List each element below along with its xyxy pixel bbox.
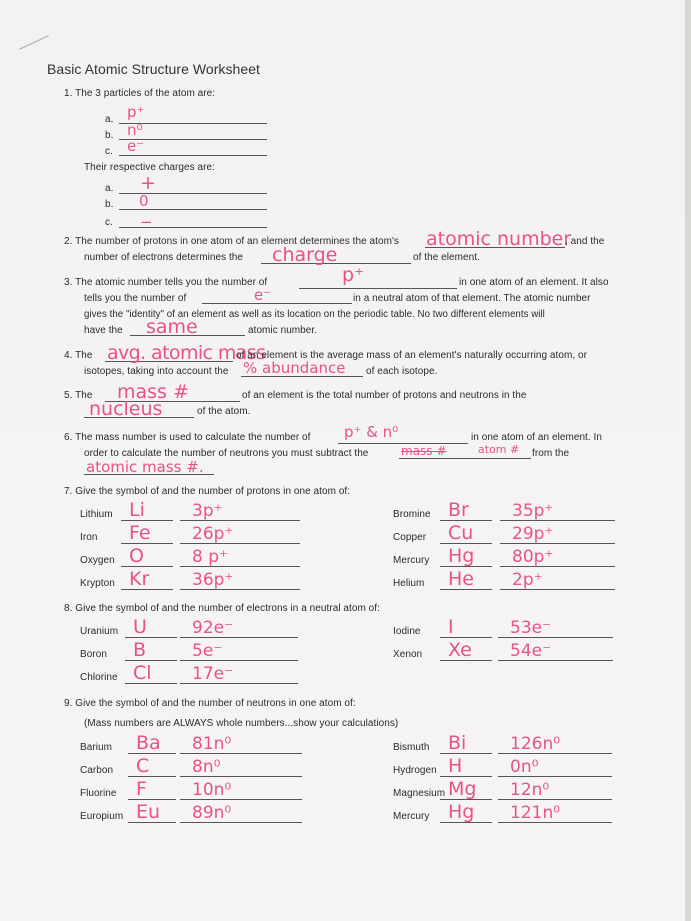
q9-left-element-name: Carbon (80, 765, 114, 776)
q9-left-value-answer: 81n⁰ (192, 734, 232, 754)
q7-right-element-name: Bromine (393, 509, 431, 520)
q8-right-symbol-answer: I (448, 616, 454, 638)
q1-cc-answer: − (140, 213, 153, 231)
q6-answer3: atomic mass #. (86, 458, 204, 476)
q7-right-element-name: Copper (393, 532, 427, 543)
q8-left-symbol-answer: B (133, 639, 147, 661)
q8-left-element-name: Boron (80, 649, 107, 660)
q3-answer1: p⁺ (342, 264, 365, 286)
q1-c-answer: e⁻ (127, 137, 145, 155)
q9-left-element-name: Europium (80, 811, 124, 822)
q7-right-element-name: Mercury (393, 555, 430, 566)
q1-charges-prompt: Their respective charges are: (84, 162, 215, 173)
q7-right-symbol-answer: Br (448, 499, 469, 521)
q8-right-element-name: Iodine (393, 626, 421, 637)
q8-right-value-answer: 53e⁻ (510, 618, 552, 638)
q4-line2: isotopes, taking into account the (84, 366, 229, 377)
q7-left-symbol-answer: Li (129, 499, 145, 521)
q8-left-symbol-answer: Cl (133, 662, 152, 684)
q9-right-element-name: Bismuth (393, 742, 430, 753)
q2-line1-end: , and the (565, 236, 605, 247)
q6-line2-end: from the (532, 448, 570, 459)
q8-right-element-name: Xenon (393, 649, 423, 660)
q3-line1: 3. The atomic number tells you the number of (64, 277, 268, 288)
q9-prompt: 9. Give the symbol of and the number of neutrons in one atom of: (64, 698, 356, 709)
q1-prompt: 1. The 3 particles of the atom are: (64, 88, 216, 99)
q9-left-element-name: Fluorine (80, 788, 117, 799)
q9-left-element-name: Barium (80, 742, 112, 753)
q9-right-value-answer: 126n⁰ (510, 734, 561, 754)
q6-line1: 6. The mass number is used to calculate the number of (64, 432, 311, 443)
q7-right-symbol-answer: Cu (448, 522, 474, 544)
q7-left-value-answer: 26p⁺ (192, 524, 234, 544)
q5-line2-end: of the atom. (197, 406, 251, 417)
q9-right-value-answer: 12n⁰ (510, 780, 550, 800)
q3-line2-end: in a neutral atom of that element. The atomic number (353, 293, 591, 304)
q8-left-value-answer: 5e⁻ (192, 641, 223, 661)
q7-right-value-answer: 29p⁺ (512, 524, 554, 544)
q3-answer2: e⁻ (254, 286, 272, 304)
q3-line3: gives the "identity" of an element as well as its location on the periodic table. No two different elements will (84, 309, 545, 320)
q1-b-label: b. (105, 130, 114, 141)
q8-left-element-name: Chlorine (80, 672, 118, 683)
q7-left-symbol-answer: O (129, 545, 144, 567)
q2-line2-end: of the element. (413, 252, 480, 263)
q3-blank2 (202, 303, 352, 304)
q8-left-value-answer: 17e⁻ (192, 664, 234, 684)
q6-answer2b: atom # (478, 443, 520, 456)
q2-line2: number of electrons determines the (84, 252, 244, 263)
q1-c-line (119, 155, 267, 156)
q8-right-value-answer: 54e⁻ (510, 641, 552, 661)
q4-line1-end: of an element is the average mass of an element's naturally occurring atom, or (236, 350, 587, 361)
q7-left-element-name: Krypton (80, 578, 115, 589)
q6-answer2-struck: mass # (401, 444, 447, 458)
q9-right-value-answer: 0n⁰ (510, 757, 539, 777)
q3-line2: tells you the number of (84, 293, 187, 304)
q7-right-element-name: Helium (393, 578, 425, 589)
q4-line1: 4. The (64, 350, 93, 361)
q7-left-value-answer: 3p⁺ (192, 501, 223, 521)
q6-line1-end: in one atom of an element. In (471, 432, 602, 443)
q9-left-value-answer: 10n⁰ (192, 780, 232, 800)
q1-ca-label: a. (105, 183, 114, 194)
q2-answer2: charge (272, 244, 338, 266)
q8-right-symbol-answer: Xe (448, 639, 472, 661)
q4-answer1: avg. atomic mass (107, 342, 266, 364)
q9-left-symbol-answer: Eu (136, 801, 161, 823)
q6-answer1: p⁺ & n⁰ (344, 423, 399, 441)
q1-b-answer: n⁰ (127, 121, 143, 139)
q7-left-value-answer: 8 p⁺ (192, 547, 228, 567)
q1-cb-answer: 0 (139, 192, 149, 210)
q8-left-value-answer: 92e⁻ (192, 618, 234, 638)
q9-note: (Mass numbers are ALWAYS whole numbers...show your calculations) (84, 718, 399, 729)
q8-left-element-name: Uranium (80, 626, 119, 637)
q7-left-element-name: Oxygen (80, 555, 115, 566)
q2-answer1: atomic number (426, 228, 572, 250)
q7-right-symbol-answer: He (448, 568, 474, 590)
q7-left-value-answer: 36p⁺ (192, 570, 234, 590)
q5-line1-end: of an element is the total number of protons and neutrons in the (242, 390, 527, 401)
pen-mark (19, 35, 48, 49)
q3-answer3: same (146, 316, 198, 338)
q1-c-label: c. (105, 146, 113, 157)
q3-line4-end: atomic number. (248, 325, 318, 336)
q8-prompt: 8. Give the symbol of and the number of electrons in a neutral atom of: (64, 603, 380, 614)
q3-line4: have the (84, 325, 123, 336)
q7-left-symbol-answer: Kr (129, 568, 150, 590)
q1-a-label: a. (105, 114, 114, 125)
q9-right-element-name: Magnesium (393, 788, 446, 799)
page-edge (685, 0, 691, 921)
q9-left-symbol-answer: C (136, 755, 150, 777)
q6-line2: order to calculate the number of neutrons you must subtract the (84, 448, 369, 459)
q9-left-value-answer: 8n⁰ (192, 757, 221, 777)
q7-right-value-answer: 35p⁺ (512, 501, 554, 521)
q8-left-symbol-answer: U (133, 616, 147, 638)
q1-ca-answer: + (140, 172, 156, 194)
q1-cc-label: c. (105, 217, 113, 228)
q3-blank1 (299, 288, 457, 289)
q9-right-symbol-answer: H (448, 755, 463, 777)
q5-line1: 5. The (64, 390, 93, 401)
q9-right-element-name: Hydrogen (393, 765, 437, 776)
q3-line1-end: in one atom of an element. It also (459, 277, 609, 288)
q2-line1: 2. The number of protons in one atom of an element determines the atom's (64, 236, 399, 247)
q1-cb-label: b. (105, 199, 114, 210)
q7-right-value-answer: 80p⁺ (512, 547, 554, 567)
q7-left-element-name: Iron (80, 532, 98, 543)
q9-left-symbol-answer: Ba (136, 732, 161, 754)
page-title: Basic Atomic Structure Worksheet (47, 61, 260, 77)
q7-prompt: 7. Give the symbol of and the number of protons in one atom of: (64, 486, 351, 497)
q5-answer1: mass # (117, 381, 189, 403)
q9-right-value-answer: 121n⁰ (510, 803, 561, 823)
q9-right-symbol-answer: Mg (448, 778, 477, 800)
q9-right-symbol-answer: Bi (448, 732, 467, 754)
q4-answer2: % abundance (243, 359, 346, 377)
q9-left-value-answer: 89n⁰ (192, 803, 232, 823)
q7-right-symbol-answer: Hg (448, 545, 475, 567)
q1-a-answer: p⁺ (127, 103, 145, 121)
q9-right-symbol-answer: Hg (448, 801, 475, 823)
q7-left-element-name: Lithium (80, 509, 113, 520)
q9-left-symbol-answer: F (136, 778, 147, 800)
q4-line2-end: of each isotope. (366, 366, 438, 377)
q5-answer2: nucleus (89, 398, 163, 420)
q7-left-symbol-answer: Fe (129, 522, 151, 544)
q9-right-element-name: Mercury (393, 811, 430, 822)
q7-right-value-answer: 2p⁺ (512, 570, 543, 590)
